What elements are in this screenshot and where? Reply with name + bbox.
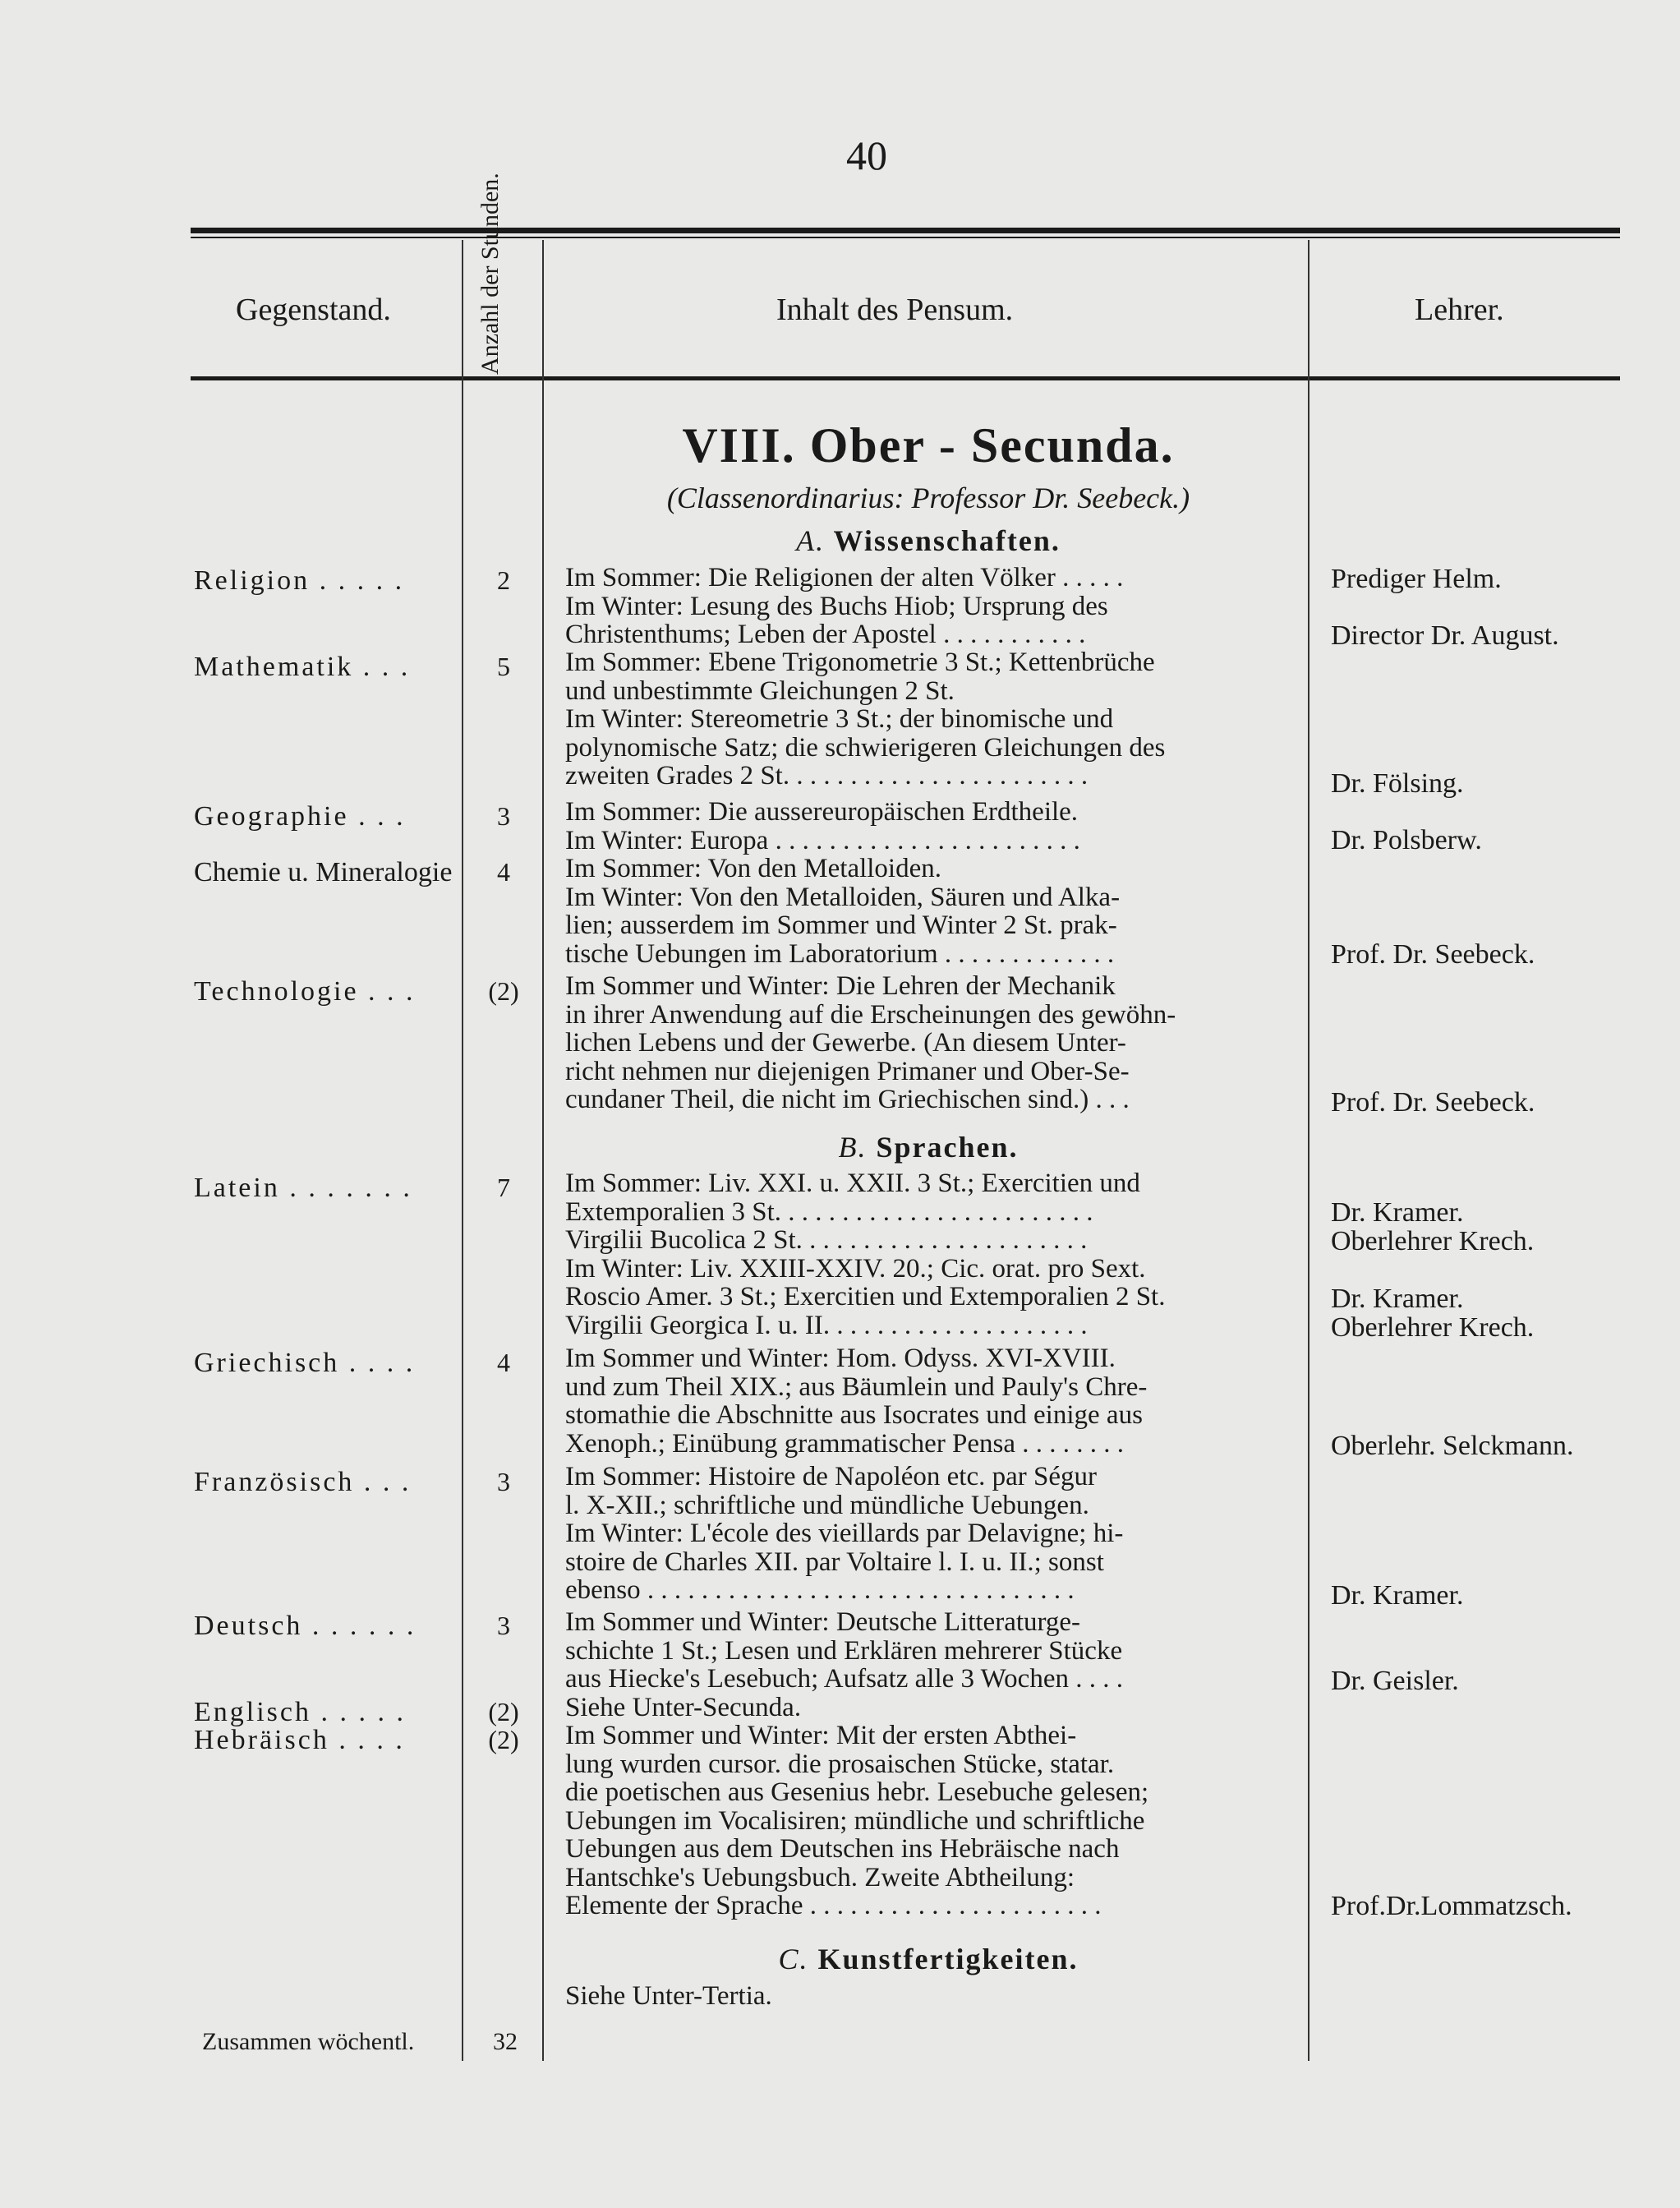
- header-hours-label: Anzahl der Stunden.: [476, 173, 504, 375]
- content-line: Virgilii Georgica I. u. II. . . . . . . . . . . . . . . . . . . .: [565, 1311, 1088, 1339]
- section-b-letter: B.: [838, 1131, 868, 1164]
- content-line: Im Sommer: Liv. XXI. u. XXII. 3 St.; Exercitien und: [565, 1169, 1140, 1198]
- class-subtitle: (Classenordinarius: Professor Dr. Seebeck.): [666, 482, 1190, 514]
- subject-hours: 7: [497, 1173, 510, 1202]
- teacher-name: Prof. Dr. Seebeck.: [1331, 1087, 1535, 1118]
- content-line: Hantschke's Uebungsbuch. Zweite Abtheilung:: [565, 1863, 1075, 1892]
- top-rule-thin: [191, 237, 1620, 238]
- section-a-letter: A.: [796, 524, 826, 557]
- content-block-mathematik: [565, 648, 1296, 791]
- content-line: Im Winter: Liv. XXIII-XXIV. 20.; Cic. orat. pro Sext.: [565, 1254, 1146, 1283]
- subject-name: Deutsch . . . . . .: [194, 1611, 417, 1641]
- subject-hours: (2): [488, 976, 519, 1006]
- subject-name: Griechisch . . . .: [194, 1348, 416, 1378]
- class-title: VIII. Ober - Secunda.: [682, 418, 1175, 472]
- content-line: cundaner Theil, die nicht im Griechischen sind.) . . .: [565, 1086, 1130, 1114]
- teacher-name: Oberlehrer Krech.: [1331, 1226, 1535, 1256]
- subject-hours: (2): [488, 1725, 519, 1754]
- content-line: Im Sommer: Die Religionen der alten Völker . . . . .: [565, 564, 1124, 592]
- subject-hours: 5: [497, 652, 510, 681]
- content-line: Roscio Amer. 3 St.; Exercitien und Extemporalien 2 St.: [565, 1283, 1166, 1311]
- content-line: aus Hiecke's Lesebuch; Aufsatz alle 3 Wochen . . . .: [565, 1665, 1123, 1694]
- content-line: Uebungen aus dem Deutschen ins Hebräische nach: [565, 1835, 1120, 1864]
- section-c-title: Kunstfertigkeiten.: [817, 1943, 1079, 1975]
- content-block-religion: [565, 564, 1296, 649]
- header-subject: Gegenstand.: [236, 293, 391, 327]
- section-c-heading: [550, 1942, 1306, 1976]
- subject-name: Mathematik . . .: [194, 652, 411, 682]
- content-line: Im Sommer und Winter: Mit der ersten Abthei-: [565, 1722, 1077, 1750]
- content-block-hebraeisch: [565, 1722, 1296, 1920]
- content-line: schichte 1 St.; Lesen und Erklären mehrerer Stücke: [565, 1636, 1123, 1665]
- content-line: richt nehmen nur diejenigen Primaner und Ober-Se-: [565, 1057, 1130, 1086]
- content-line: Elemente der Sprache . . . . . . . . . . . . . . . . . . . . . .: [565, 1892, 1102, 1920]
- teacher-name: Prediger Helm.: [1331, 564, 1502, 594]
- content-line: Im Winter: Stereometrie 3 St.; der binomische und: [565, 705, 1114, 734]
- content-block-chemie: [565, 855, 1296, 968]
- content-block-latein: [565, 1169, 1296, 1339]
- content-block-deutsch: [565, 1608, 1296, 1694]
- content-line: Im Sommer und Winter: Die Lehren der Mechanik: [565, 972, 1116, 1001]
- subject-hours: 3: [497, 1611, 510, 1640]
- section-c-letter: C.: [778, 1943, 809, 1975]
- content-line: in ihrer Anwendung auf die Erscheinungen des gewöhn-: [565, 1000, 1176, 1029]
- content-line: Extemporalien 3 St. . . . . . . . . . . . . . . . . . . . . . . .: [565, 1197, 1093, 1226]
- column-divider-3: [1308, 240, 1309, 2061]
- section-a-title: Wissenschaften.: [833, 524, 1061, 557]
- content-line: ebenso . . . . . . . . . . . . . . . . . . . . . . . . . . . . . . . .: [565, 1576, 1075, 1605]
- content-line: stoire de Charles XII. par Voltaire l. I. u. II.; sonst: [565, 1547, 1104, 1576]
- content-line: und unbestimmte Gleichungen 2 St.: [565, 676, 955, 705]
- top-rule: [191, 228, 1620, 233]
- subject-name: Religion . . . . .: [194, 565, 405, 596]
- teacher-name: Oberlehr. Selckmann.: [1331, 1431, 1574, 1461]
- teacher-name: Director Dr. August.: [1331, 620, 1559, 651]
- content-block-kunstfertigkeiten: [565, 1982, 1296, 2011]
- content-line: l. X-XII.; schriftliche und mündliche Uebungen.: [565, 1491, 1089, 1519]
- teacher-name: Prof.Dr.Lommatzsch.: [1331, 1891, 1572, 1921]
- page-number: 40: [846, 132, 887, 178]
- content-line: Im Sommer: Ebene Trigonometrie 3 St.; Kettenbrüche: [565, 648, 1155, 677]
- teacher-name: Dr. Fölsing.: [1331, 768, 1464, 799]
- content-line: zweiten Grades 2 St. . . . . . . . . . . . . . . . . . . . . . .: [565, 762, 1089, 791]
- content-block-geographie: [565, 798, 1296, 855]
- content-line: Virgilii Bucolica 2 St. . . . . . . . . . . . . . . . . . . . . .: [565, 1226, 1088, 1255]
- teacher-name: Dr. Kramer.: [1331, 1284, 1464, 1314]
- subject-hours: 3: [497, 1467, 510, 1496]
- subject-name: Geographie . . .: [194, 801, 406, 832]
- content-line: Im Winter: Lesung des Buchs Hiob; Ursprung des: [565, 592, 1108, 620]
- teacher-name: Oberlehrer Krech.: [1331, 1312, 1535, 1343]
- content-block-griechisch: [565, 1344, 1296, 1458]
- content-line: Im Sommer und Winter: Deutsche Litteraturge-: [565, 1608, 1081, 1637]
- content-line: die poetischen aus Gesenius hebr. Lesebuche gelesen;: [565, 1778, 1149, 1807]
- content-line: lien; ausserdem im Sommer und Winter 2 St. prak-: [565, 911, 1117, 940]
- teacher-name: Dr. Polsberw.: [1331, 825, 1482, 855]
- content-line: Im Sommer: Von den Metalloiden.: [565, 855, 941, 883]
- content-line: Christenthums; Leben der Apostel . . . . . . . . . . .: [565, 620, 1086, 649]
- content-line: tische Uebungen im Laboratorium . . . . . . . . . . . . .: [565, 939, 1115, 968]
- content-line: Im Winter: L'école des vieillards par Delavigne; hi-: [565, 1519, 1124, 1548]
- subject-name: Latein . . . . . . .: [194, 1173, 412, 1203]
- content-line: Im Sommer und Winter: Hom. Odyss. XVI-XVIII.: [565, 1344, 1116, 1373]
- content-line: Siehe Unter-Secunda.: [565, 1694, 802, 1722]
- content-block-englisch: [565, 1694, 1296, 1722]
- header-hours: [460, 173, 534, 375]
- content-line: stomathie die Abschnitte aus Isocrates und einige aus: [565, 1401, 1143, 1430]
- content-line: polynomische Satz; die schwierigeren Gleichungen des: [565, 733, 1166, 762]
- column-divider-2: [542, 240, 544, 2061]
- header-teacher: Lehrer.: [1415, 293, 1504, 327]
- content-line: Xenoph.; Einübung grammatischer Pensa . . . . . . . .: [565, 1429, 1125, 1458]
- subject-hours: 4: [497, 857, 510, 887]
- teacher-name: Prof. Dr. Seebeck.: [1331, 939, 1535, 970]
- content-line: Im Sommer: Die aussereuropäischen Erdtheile.: [565, 798, 1079, 827]
- header-bottom-rule: [191, 376, 1620, 380]
- subject-name: Französisch . . .: [194, 1467, 412, 1497]
- subject-name: Englisch . . . . .: [194, 1697, 406, 1727]
- footer-total: 32: [493, 2028, 518, 2055]
- content-line: lichen Lebens und der Gewerbe. (An diesem Unter-: [565, 1029, 1126, 1058]
- content-line: Im Sommer: Histoire de Napoléon etc. par Ségur: [565, 1463, 1097, 1491]
- header-content: Inhalt des Pensum.: [776, 293, 1014, 327]
- subject-hours: 4: [497, 1348, 510, 1377]
- content-line: lung wurden cursor. die prosaischen Stücke, statar.: [565, 1749, 1115, 1778]
- teacher-name: Dr. Kramer.: [1331, 1580, 1464, 1611]
- content-line: Siehe Unter-Tertia.: [565, 1982, 772, 2011]
- content-line: Im Winter: Von den Metalloiden, Säuren und Alka-: [565, 883, 1121, 911]
- subject-name: Technologie . . .: [194, 976, 416, 1007]
- content-line: Uebungen im Vocalisiren; mündliche und schriftliche: [565, 1806, 1145, 1835]
- subject-hours: (2): [488, 1697, 519, 1726]
- content-line: Im Winter: Europa . . . . . . . . . . . . . . . . . . . . . . .: [565, 826, 1080, 855]
- footer-label: Zusammen wöchentl.: [202, 2028, 415, 2055]
- teacher-name: Dr. Kramer.: [1331, 1197, 1464, 1228]
- section-a-heading: [550, 523, 1306, 558]
- subject-name: Chemie u. Mineralogie: [194, 857, 453, 887]
- subject-hours: 2: [497, 565, 510, 595]
- content-line: und zum Theil XIX.; aus Bäumlein und Pauly's Chre-: [565, 1372, 1148, 1401]
- column-divider-1: [462, 240, 463, 2061]
- subject-hours: 3: [497, 801, 510, 831]
- section-b-heading: [550, 1130, 1306, 1164]
- section-b-title: Sprachen.: [876, 1131, 1019, 1164]
- subject-name: Hebräisch . . . .: [194, 1725, 405, 1755]
- content-block-technologie: [565, 972, 1296, 1114]
- content-block-franzoesisch: [565, 1463, 1296, 1605]
- teacher-name: Dr. Geisler.: [1331, 1666, 1459, 1696]
